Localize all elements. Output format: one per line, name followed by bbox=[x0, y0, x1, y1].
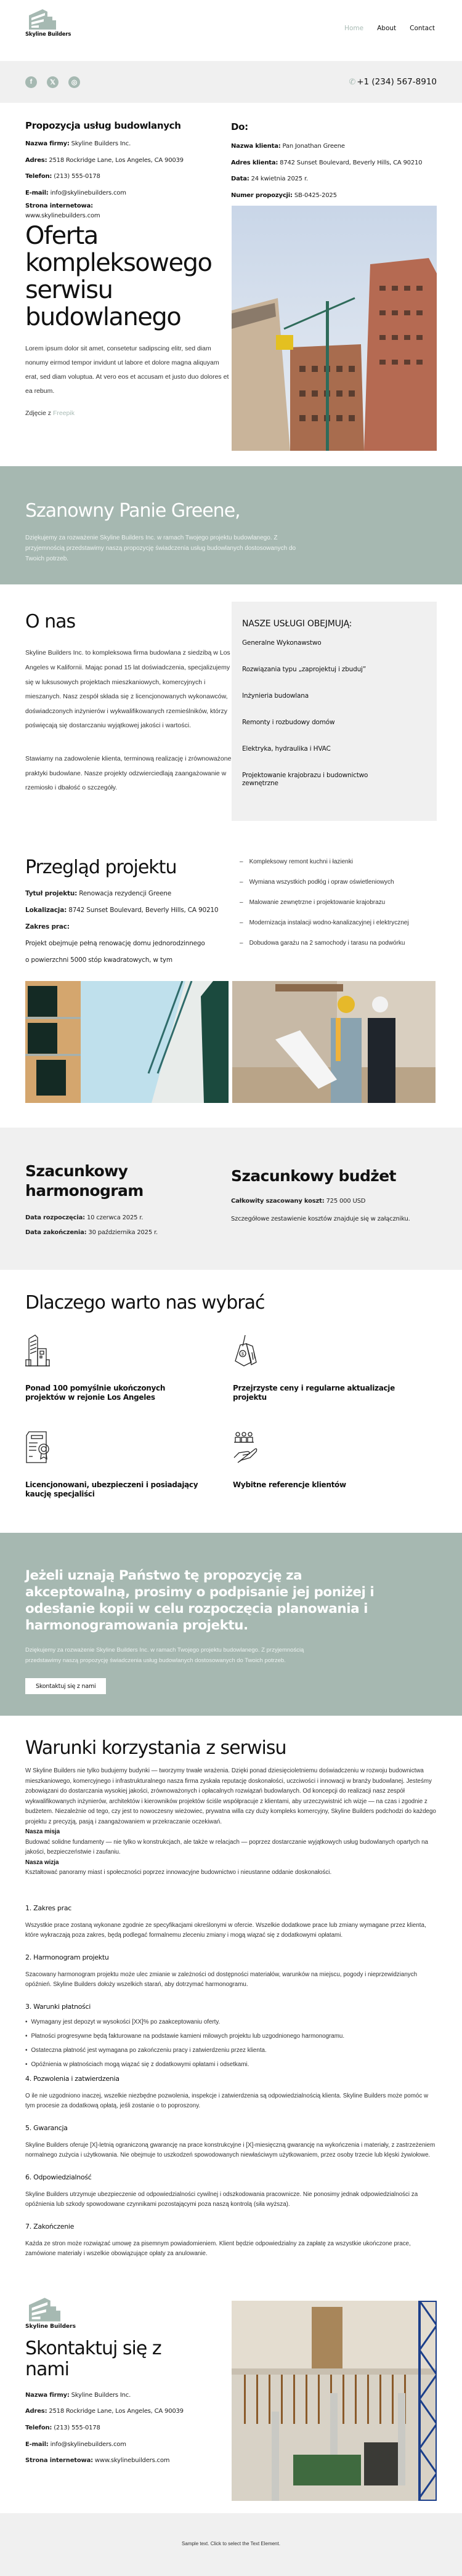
terms-heading-4: 4. Pozwolenia i zatwierdzenia bbox=[25, 2074, 120, 2083]
budget-title: Szacunkowy budżet bbox=[231, 1167, 396, 1185]
project-title-line: Tytuł projektu: Renowacja rezydencji Greene bbox=[25, 890, 171, 898]
contact-address-line: Adres: 2518 Rockridge Lane, Los Angeles, CA 90039 bbox=[25, 2408, 184, 2415]
proposal-title: Propozycja usług budowlanych bbox=[25, 120, 181, 131]
contact-email-line: E-mail: info@skylinebuilders.com bbox=[25, 2441, 126, 2448]
why-choose-us bbox=[0, 1270, 462, 1499]
service-item: Elektryka, hydraulika i HVAC bbox=[242, 745, 331, 753]
terms-text-4: O ile nie uzgodniono inaczej, wszelkie niezbędne pozwolenia, inspekcje i zatwierdzenia są odpowiedzialnością klienta. Skyline Builders może pomóc w tym procesie za dodatkową opłatą, jeśli zostanie o to poproszony. bbox=[25, 2092, 429, 2110]
terms-heading-7: 7. Zakończenie bbox=[25, 2222, 75, 2231]
scope-item: – Modernizacja instalacji wodno-kanalizacyjnej i elektrycznej bbox=[240, 919, 409, 927]
location-line: Lokalizacja: 8742 Sunset Boulevard, Beverly Hills, CA 90210 bbox=[25, 906, 219, 915]
project-overview bbox=[0, 821, 462, 969]
nav-contact[interactable]: Contact bbox=[410, 25, 435, 32]
payment-term: • Wymagany jest depozyt w wysokości [XX]% po zaakceptowaniu oferty. bbox=[25, 2018, 437, 2026]
terms-text-2: Szacowany harmonogram projektu może ulec zmianie w zależności od dostępności materiałów, warunków na miejscu, pogody i nieprzewidzianych opóźnień. Skyline Builders dołoży wszelkich starań, aby dotrzymać harmonogramu. bbox=[25, 1971, 418, 1989]
contact-company-line: Nazwa firmy: Skyline Builders Inc. bbox=[25, 2391, 131, 2399]
about-paragraph-1: Skyline Builders Inc. to kompleksowa firma budowlana z siedzibą w Los Angeles w Kalifornii. Mając ponad 15 lat doświadczenia, specjalizujemy się w luksusowych projektach mieszkaniowych, komercyjnych i mieszanych. Nasz zespół składa się z licencjonowanych wykonawców, doświadczonych inżynierów i wykwalifikowanych rzemieślników, którzy poświęcają się dostarczaniu wyjątkowej jakości i wartości. bbox=[25, 649, 230, 730]
services-list bbox=[242, 639, 426, 788]
cta-banner bbox=[0, 1533, 462, 1716]
mission-text: Budować solidne fundamenty — nie tylko w konstrukcjach, ale także w relacjach — poprzez dostarczanie wyjątkowych usług budowlanych opartych na jakości, bezpieczeństwie i zaufaniu. bbox=[25, 1838, 429, 1856]
services-title: NASZE USŁUGI OBEJMUJĄ: bbox=[242, 619, 352, 629]
scope-text: Projekt obejmuje pełną renowację domu jednorodzinnego o powierzchni 5000 stóp kwadratowych, w tym bbox=[25, 940, 205, 964]
scope-list bbox=[232, 858, 409, 969]
cta-title: Jeżeli uznają Państwo tę propozycję za akceptowalną, prosimy o podpisanie jej poniżej i odesłanie kopii w celu rozpoczęcia planowania i harmonogramowania projektu. bbox=[25, 1568, 375, 1634]
nav-home[interactable]: Home bbox=[344, 25, 364, 32]
clients-hand-icon bbox=[233, 1431, 257, 1464]
to-title: Do: bbox=[231, 121, 248, 132]
company-line: Nazwa firmy: Skyline Builders Inc. bbox=[25, 140, 131, 147]
building-facade-image bbox=[25, 981, 229, 1103]
about-title: O nas bbox=[25, 611, 76, 633]
timeline-title: Szacunkowy harmonogram bbox=[25, 1162, 144, 1200]
hero-title: Oferta kompleksowego serwisu budowlanego bbox=[25, 222, 212, 332]
why-item bbox=[233, 1334, 440, 1402]
service-item: Remonty i rozbudowy domów bbox=[242, 719, 335, 727]
buildings-icon bbox=[25, 1334, 50, 1368]
payment-terms-list bbox=[25, 2018, 437, 2069]
phone-number: +1 (234) 567-8910 bbox=[357, 77, 437, 87]
terms-text-5: Skyline Builders oferuje [X]-letnią ograniczoną gwarancję na prace konstrukcyjne i [X]-miesięczną gwarancję na wykończenia i materiały, z zastrzeżeniem normalnego zużycia i użytkowania. Nie obejmuje to uszkodzeń spowodowanych niewłaściwym użytkowaniem, przez osoby trzecie lub klęski żywiołowe. bbox=[25, 2141, 436, 2159]
phone-contact[interactable] bbox=[349, 77, 437, 87]
number-line: Numer propozycji: SB-0425-2025 bbox=[231, 192, 337, 199]
cost-line: Całkowity szacowany koszt: 725 000 USD bbox=[231, 1198, 366, 1205]
payment-term: • Płatności progresywne będą fakturowane na podstawie kamieni milowych projektu lub uzgodnionego harmonogramu. bbox=[25, 2032, 437, 2040]
terms-title: Warunki korzystania z serwisu bbox=[25, 1737, 286, 1759]
why-item bbox=[25, 1431, 233, 1499]
service-item: Projektowanie krajobrazu i budownictwo zewnętrzne bbox=[242, 772, 368, 788]
mission-title: Nasza misja bbox=[25, 1828, 60, 1836]
nav-about[interactable]: About bbox=[377, 25, 397, 32]
why-title: Dlaczego warto nas wybrać bbox=[25, 1292, 265, 1314]
timeline-budget bbox=[0, 1128, 462, 1270]
terms-text-7: Każda ze stron może rozwiązać umowę za pisemnym powiadomieniem. Klient będzie odpowiedzialny za zapłatę za wszystkie ukończone prace, zamówione materiały i wszelkie obowiązujące opłaty za anulowanie. bbox=[25, 2240, 411, 2258]
contact-info bbox=[25, 2298, 232, 2501]
scope-item: – Kompleksowy remont kuchni i łazienki bbox=[240, 858, 409, 866]
terms-heading-5: 5. Gwarancja bbox=[25, 2123, 68, 2132]
proposal-to bbox=[231, 120, 437, 221]
photo-credit: Zdjęcie z Freepik bbox=[25, 410, 75, 418]
logo-building-icon bbox=[29, 9, 60, 30]
web-line: Strona internetowa: www.skylinebuilders.com bbox=[25, 203, 100, 220]
vision-text: Kształtować panoramy miast i społeczności poprzez innowacyjne budownictwo i nieustanne oddanie doskonałości. bbox=[25, 1869, 332, 1876]
client-line: Nazwa klienta: Pan Jonathan Greene bbox=[231, 143, 345, 150]
logo-building-icon bbox=[29, 2298, 65, 2322]
why-text: Licencjonowani, ubezpieczeni i posiadający kaucję specjaliści bbox=[25, 1480, 198, 1499]
about-paragraph-2: Stawiamy na zadowolenie klienta, terminową realizację i zrównoważone praktyki budowlane. Nasze projekty odzwierciedlają zaangażowanie w rzemiosło i dbałość o szczegóły. bbox=[25, 754, 232, 792]
logo[interactable] bbox=[25, 9, 73, 38]
hero bbox=[0, 221, 462, 451]
scope-item: – Dobudowa garażu na 2 samochody i tarasu na podwórku bbox=[240, 939, 409, 947]
start-date-line: Data rozpoczęcia: 10 czerwca 2025 r. bbox=[25, 1214, 144, 1222]
terms-text-6: Skyline Builders utrzymuje ubezpieczenie od odpowiedzialności cywilnej i odszkodowania pracownicze. Nie ponosimy jednak odpowiedzialności za opóźnienia lub szkody spowodowane czynnikami pozostającymi poza naszą kontrolą (siła wyższa). bbox=[25, 2190, 418, 2208]
phone-line: Telefon: (213) 555-0178 bbox=[25, 173, 100, 180]
construction-site-image bbox=[232, 2301, 437, 2501]
contact-title: Skontaktuj się z nami bbox=[25, 2337, 161, 2380]
greeting-title: Szanowny Panie Greene, bbox=[25, 500, 240, 522]
why-item bbox=[233, 1431, 440, 1499]
site-header bbox=[0, 0, 462, 61]
date-line: Data: 24 kwietnia 2025 r. bbox=[231, 176, 308, 183]
scope-label: Zakres prac: bbox=[25, 923, 70, 931]
phone-icon: ✆ bbox=[349, 77, 356, 87]
brand-name: Skyline Builders bbox=[25, 31, 71, 38]
contact-brand-name: Skyline Builders bbox=[25, 2323, 76, 2330]
terms-text-1: Wszystkie prace zostaną wykonane zgodnie ze specyfikacjami określonymi w ofercie. Wszelkie dodatkowe prace lub zmiany wymagane przez klienta, które wykraczają poza zakres, będą podlegać formalnemu zleceniu zmiany i mogą wiązać się z dodatkowymi opłatami. bbox=[25, 1921, 426, 1939]
top-bar bbox=[0, 61, 462, 103]
vision-title: Nasza wizja bbox=[25, 1859, 59, 1866]
contact-logo bbox=[25, 2298, 232, 2330]
main-nav bbox=[344, 25, 435, 32]
terms-heading-3: 3. Warunki płatności bbox=[25, 2002, 91, 2011]
footer bbox=[0, 2513, 462, 2576]
hero-construction-image bbox=[232, 206, 437, 451]
facebook-icon[interactable]: f bbox=[25, 76, 37, 88]
contact-phone-line: Telefon: (213) 555-0178 bbox=[25, 2425, 100, 2432]
budget-note: Szczegółowe zestawienie kosztów znajduje się w załączniku. bbox=[231, 1216, 410, 1223]
social-links bbox=[25, 76, 80, 88]
contact-web-line: Strona internetowa: www.skylinebuilders.com bbox=[25, 2457, 170, 2465]
why-grid bbox=[25, 1334, 437, 1499]
freepik-link[interactable]: Freepik bbox=[52, 410, 75, 418]
certificate-icon bbox=[25, 1431, 50, 1464]
greeting-text: Dziękujemy za rozważenie Skyline Builders Inc. w ramach Twojego projektu budowlanego. Z przyjemnością przedstawimy naszą propozycję świadczenia usług budowlanych dostosowanych do Twoich potrzeb. bbox=[25, 535, 296, 563]
engineers-blueprint-image bbox=[232, 981, 436, 1103]
scope-item: – Wymiana wszystkich podłóg i opraw oświetleniowych bbox=[240, 878, 409, 886]
service-item: Generalne Wykonawstwo bbox=[242, 639, 322, 647]
address-line: Adres: 2518 Rockridge Lane, Los Angeles, CA 90039 bbox=[25, 156, 184, 164]
svg-text:$: $ bbox=[241, 1352, 244, 1357]
payment-term: • Ostateczna płatność jest wymagana po zakończeniu pracy i zatwierdzeniu przez klienta. bbox=[25, 2046, 437, 2054]
terms-section bbox=[0, 1716, 462, 2259]
hero-text bbox=[25, 221, 232, 451]
service-item: Inżynieria budowlana bbox=[242, 692, 309, 700]
greeting-banner bbox=[0, 466, 462, 584]
why-item bbox=[25, 1334, 233, 1402]
email-line: E-mail: info@skylinebuilders.com bbox=[25, 189, 126, 196]
services-box bbox=[232, 602, 437, 821]
why-text: Wybitne referencje klientów bbox=[233, 1480, 346, 1490]
proposal-info bbox=[0, 103, 462, 221]
hero-description: Lorem ipsum dolor sit amet, consetetur sadipscing elitr, sed diam nonumy eirmod tempor invidunt ut labore et dolore magna aliquyam erat, sed diam voluptua. At vero eos et accusam et justo duo dolores et ea rebum. bbox=[25, 345, 229, 395]
client-address-line: Adres klienta: 8742 Sunset Boulevard, Beverly Hills, CA 90210 bbox=[231, 159, 423, 166]
scope-item: – Malowanie zewnętrzne i projektowanie krajobrazu bbox=[240, 898, 409, 906]
footer-text[interactable]: Sample text. Click to select the Text Element. bbox=[182, 2540, 280, 2546]
terms-heading-2: 2. Harmonogram projektu bbox=[25, 1953, 109, 1961]
why-text: Przejrzyste ceny i regularne aktualizacje projektu bbox=[233, 1384, 395, 1402]
budget bbox=[231, 1161, 437, 1239]
overview-details bbox=[25, 858, 232, 969]
project-gallery bbox=[0, 969, 462, 1103]
about-text bbox=[25, 602, 232, 821]
about-section bbox=[0, 584, 462, 821]
terms-intro: W Skyline Builders nie tylko budujemy budynki — tworzymy trwałe wrażenia. Dzięki ponad dziesięcioletniemu doświadczeniu w rozwoju budownictwa mieszkaniowego, komercyjnego i infrastrukturalnego nasza firma zyskała reputację doskonałości, uczciwości i innowacji w branży budowlanej. Jesteśmy zobowiązani do dostarczania wysokiej jakości, zrównoważonych i opłacalnych rozwiązań budowlanych. Od koncepcji do realizacji nasz zespół wykwalifikowanych inżynierów, architektów i kierowników projektów ściśle współpracuje z klientami, aby urzeczywistnić ich wizje — na czas i zgodnie z budżetem. Niezależnie od tego, czy jest to nowoczesny wieżowiec, prywatna willa czy duży kompleks komercyjny, Skyline Builders podchodzi do każdego projektu z precyzją, pasją i zaangażowaniem w przekraczanie oczekiwań. Nasza misja Budować solidne fundamenty — nie tylko w konstrukcjach, ale także w relacjach — poprzez dostarczanie wyjątkowych usług budowlanych opartych na jakości, bezpieczeństwie i zaufaniu. Nasza wizja Kształtować panoramy miast i społeczności poprzez innowacyjne budownictwo i nieustanne oddanie doskonałości. bbox=[25, 1767, 436, 1876]
why-text: Ponad 100 pomyślnie ukończonych projektów w rejonie Los Angeles bbox=[25, 1384, 166, 1402]
terms-heading-6: 6. Odpowiedzialność bbox=[25, 2173, 92, 2181]
cta-text: Dziękujemy za rozważenie Skyline Builders Inc. w ramach Twojego projektu budowlanego. Z przyjemnością przedstawimy naszą propozycję świadczenia usług budowlanych dostosowanych do Twoich potrzeb. bbox=[25, 1647, 304, 1665]
timeline bbox=[25, 1161, 231, 1239]
service-item: Rozwiązania typu „zaprojektuj i zbuduj” bbox=[242, 666, 366, 674]
price-tag-icon bbox=[233, 1334, 257, 1368]
proposal-from bbox=[25, 120, 231, 221]
contact-section bbox=[0, 2259, 462, 2501]
instagram-icon[interactable]: ◎ bbox=[68, 76, 80, 88]
terms-heading-1: 1. Zakres prac bbox=[25, 1904, 72, 1912]
overview-title: Przegląd projektu bbox=[25, 857, 177, 879]
payment-term: • Opóźnienia w płatnościach mogą wiązać się z dodatkowymi opłatami i odsetkami. bbox=[25, 2061, 437, 2069]
contact-us-button[interactable]: Skontaktuj się z nami bbox=[25, 1678, 106, 1694]
x-icon[interactable]: 𝕏 bbox=[47, 76, 59, 88]
end-date-line: Data zakończenia: 30 października 2025 r. bbox=[25, 1229, 158, 1237]
